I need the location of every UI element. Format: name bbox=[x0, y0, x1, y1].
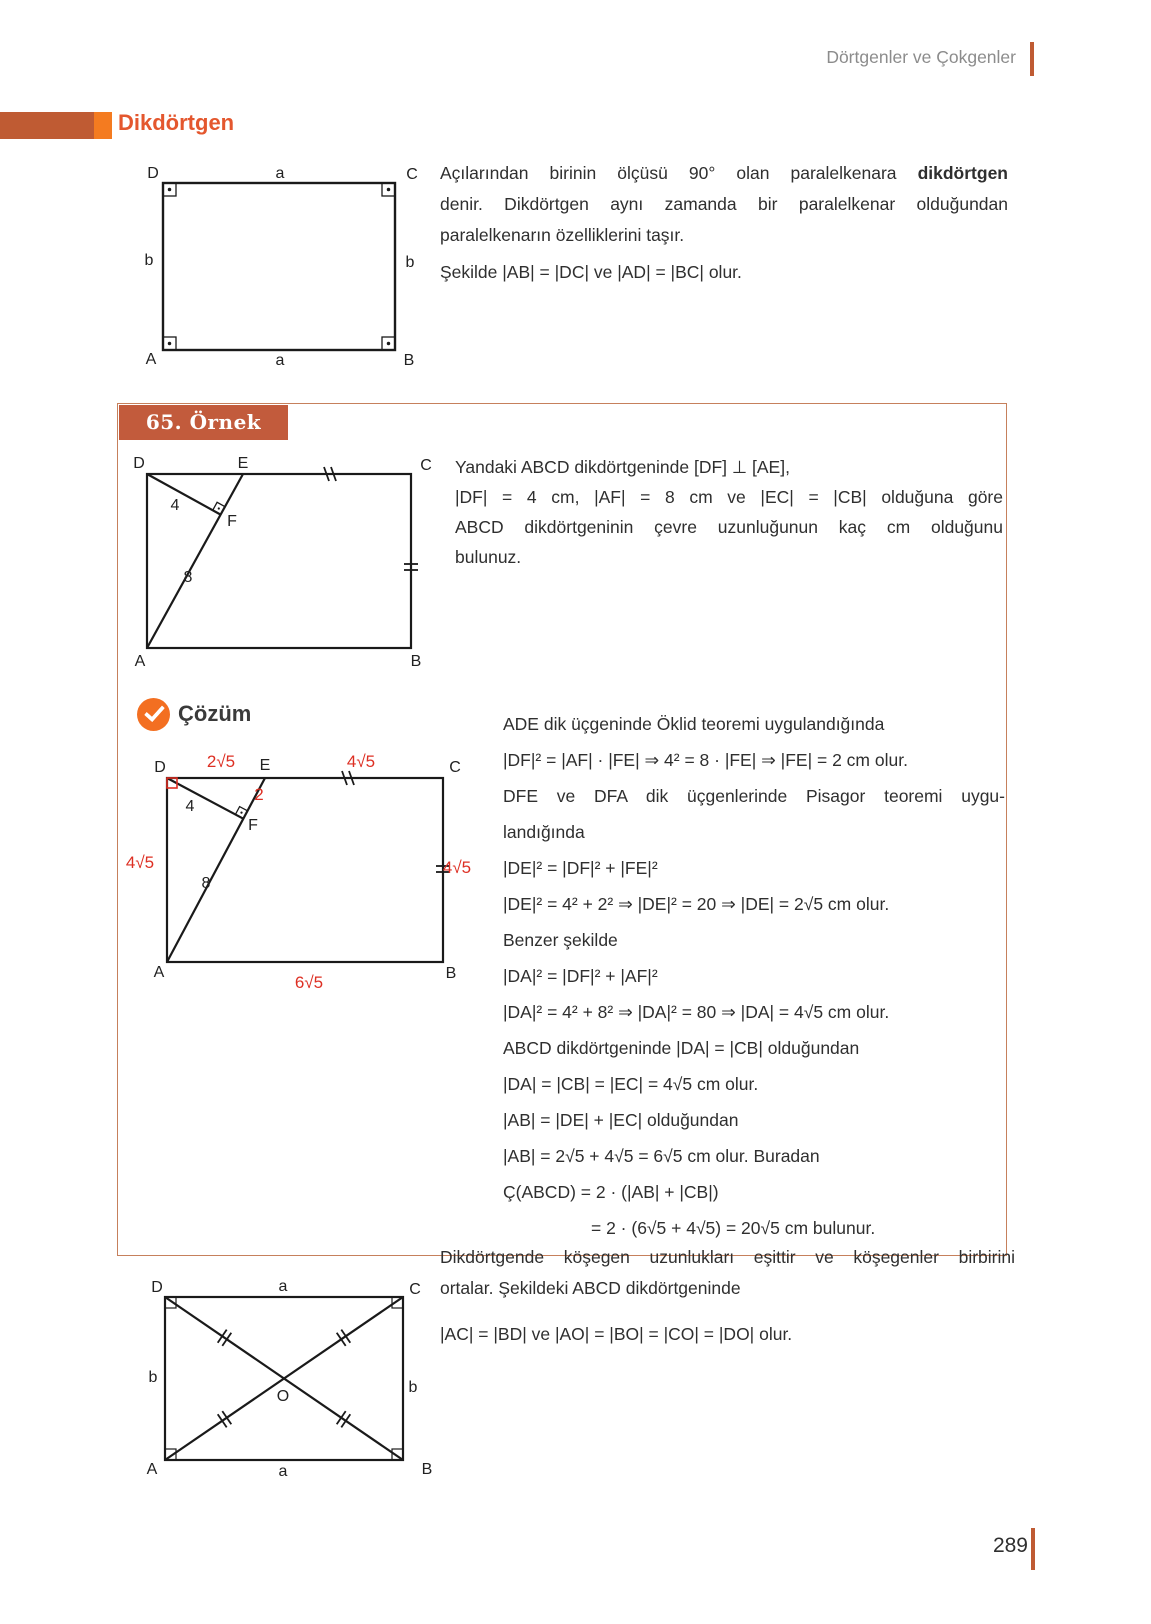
example-label: 65. Örnek bbox=[119, 405, 288, 440]
page-number: 289 bbox=[992, 1534, 1028, 1557]
vertex-label-f: F bbox=[248, 817, 258, 834]
measure-df: 4 bbox=[185, 798, 195, 815]
segment-df bbox=[147, 474, 221, 515]
rectangle-outline bbox=[167, 778, 443, 962]
vertex-label-b: B bbox=[403, 352, 415, 369]
section-title: Dikdörtgen bbox=[118, 110, 235, 135]
side-label-a-top: a bbox=[275, 165, 285, 182]
measure-ec: 4√5 bbox=[346, 752, 376, 771]
right-angle-dot bbox=[240, 812, 242, 814]
measure-df: 4 bbox=[170, 497, 180, 514]
section-band-dark bbox=[0, 112, 94, 139]
solution-line-12: |AB| = |DE| + |EC| olduğundan bbox=[503, 1110, 739, 1130]
tick-marks bbox=[324, 467, 418, 570]
example-problem-text bbox=[455, 452, 1003, 572]
side-label-a-bottom: a bbox=[278, 1463, 288, 1480]
measure-ad: 4√5 bbox=[125, 853, 155, 872]
page-number-accent-bar bbox=[1031, 1528, 1035, 1570]
note-line-2: ortalar. Şekildeki ABCD dikdörtgeninde bbox=[440, 1278, 741, 1298]
vertex-label-c: C bbox=[409, 1281, 421, 1298]
solution-line-15: = 2 · (6√5 + 4√5) = 20√5 cm bulunur. bbox=[591, 1218, 876, 1238]
vertex-label-c: C bbox=[420, 457, 432, 474]
example-line-2: |DF| = 4 cm, |AF| = 8 cm ve |EC| = |CB| olduğuna göre bbox=[455, 487, 1003, 507]
side-label-b-left: b bbox=[148, 1369, 158, 1386]
note-line-1: Dikdörtgende köşegen uzunlukları eşittir ve köşegenler birbirini bbox=[440, 1247, 1015, 1267]
page-header-title: Dörtgenler ve Çokgenler bbox=[826, 47, 1016, 67]
side-label-b-right: b bbox=[405, 254, 415, 271]
vertex-label-a: A bbox=[153, 964, 165, 981]
vertex-label-b: B bbox=[445, 965, 457, 982]
check-icon bbox=[137, 698, 170, 731]
example-line-4: bulunuz. bbox=[455, 547, 522, 567]
solution-text bbox=[503, 706, 1005, 1246]
right-angle-markers bbox=[163, 183, 395, 350]
vertex-label-a: A bbox=[146, 1461, 158, 1478]
side-label-a-bottom: a bbox=[275, 352, 285, 369]
solution-line-1: ADE dik üçgeninde Öklid teoremi uygulandığında bbox=[503, 714, 885, 734]
vertex-label-a: A bbox=[145, 351, 157, 368]
vertex-label-d: D bbox=[154, 759, 166, 776]
solution-line-8: |DA|² = |DF|² + |AF|² bbox=[503, 966, 658, 986]
vertex-label-e: E bbox=[259, 757, 271, 774]
side-label-b-left: b bbox=[144, 252, 154, 269]
intro-bold-term: dikdörtgen bbox=[917, 163, 1008, 183]
note-line-3: |AC| = |BD| ve |AO| = |BO| = |CO| = |DO| olur. bbox=[440, 1324, 793, 1344]
solution-line-10: ABCD dikdörtgeninde |DA| = |CB| olduğundan bbox=[503, 1038, 860, 1058]
vertex-label-a: A bbox=[134, 653, 146, 670]
solution-line-6: |DE|² = 4² + 2² ⇒ |DE|² = 20 ⇒ |DE| = 2√5 cm olur. bbox=[503, 894, 890, 914]
example-line-1: Yandaki ABCD dikdörtgeninde [DF] ⊥ [AE], bbox=[455, 457, 790, 477]
section-band-bright bbox=[94, 112, 112, 139]
example-line-3: ABCD dikdörtgeninin çevre uzunluğunun kaç cm olduğunu bbox=[455, 517, 1003, 537]
vertex-label-d: D bbox=[147, 165, 159, 182]
segment-ae bbox=[167, 778, 265, 962]
rectangle-outline bbox=[163, 183, 395, 350]
solution-line-11: |DA| = |CB| = |EC| = 4√5 cm olur. bbox=[503, 1074, 759, 1094]
diagonals-diagram bbox=[140, 1280, 470, 1490]
measure-de: 2√5 bbox=[206, 752, 236, 771]
intro-line-2: denir. Dikdörtgen aynı zamanda bir paralelkenar olduğundan bbox=[440, 194, 1008, 214]
measure-fa: 8 bbox=[201, 875, 211, 892]
diagonal-note bbox=[440, 1242, 1015, 1350]
header-accent-bar bbox=[1030, 42, 1034, 76]
measure-ab: 6√5 bbox=[294, 973, 324, 992]
measure-cb: 4√5 bbox=[442, 858, 472, 877]
vertex-label-d: D bbox=[151, 1280, 163, 1296]
vertex-label-c: C bbox=[449, 759, 461, 776]
solution-diagram bbox=[112, 730, 492, 1000]
vertex-label-d: D bbox=[133, 455, 145, 472]
example-diagram bbox=[130, 440, 440, 670]
vertex-label-f: F bbox=[227, 513, 237, 530]
center-label-o: O bbox=[276, 1388, 290, 1405]
right-angle-dot bbox=[218, 507, 220, 509]
solution-line-4: landığında bbox=[503, 822, 585, 842]
rectangle-abcd-diagram bbox=[140, 158, 430, 373]
solution-line-2: |DF|² = |AF| · |FE| ⇒ 4² = 8 · |FE| ⇒ |FE| = 2 cm olur. bbox=[503, 750, 908, 770]
intro-line-4: Şekilde |AB| = |DC| ve |AD| = |BC| olur. bbox=[440, 262, 742, 282]
intro-line-3: paralelkenarın özelliklerini taşır. bbox=[440, 225, 685, 245]
side-label-b-right: b bbox=[408, 1379, 418, 1396]
solution-heading: Çözüm bbox=[178, 701, 252, 726]
vertex-label-b: B bbox=[410, 653, 422, 670]
segment-df bbox=[167, 778, 243, 819]
solution-line-7: Benzer şekilde bbox=[503, 930, 618, 950]
solution-line-3: DFE ve DFA dik üçgenlerinde Pisagor teoremi uygu- bbox=[503, 786, 1005, 806]
tick-marks bbox=[342, 771, 450, 872]
measure-fa: 8 bbox=[183, 569, 193, 586]
check-mark bbox=[144, 701, 165, 722]
solution-line-9: |DA|² = 4² + 8² ⇒ |DA|² = 80 ⇒ |DA| = 4√5 cm olur. bbox=[503, 1002, 890, 1022]
solution-line-5: |DE|² = |DF|² + |FE|² bbox=[503, 858, 658, 878]
intro-paragraph bbox=[440, 158, 1008, 288]
solution-line-14: Ç(ABCD) = 2 · (|AB| + |CB|) bbox=[503, 1182, 719, 1202]
side-label-a-top: a bbox=[278, 1280, 288, 1295]
measure-fe: 2 bbox=[254, 785, 264, 804]
vertex-label-e: E bbox=[237, 455, 249, 472]
rectangle-outline bbox=[147, 474, 411, 648]
solution-line-13: |AB| = 2√5 + 4√5 = 6√5 cm olur. Buradan bbox=[503, 1146, 820, 1166]
intro-line-1: Açılarından birinin ölçüsü 90° olan paralelkenara dikdörtgen bbox=[440, 163, 1008, 183]
vertex-label-b: B bbox=[421, 1461, 433, 1478]
vertex-label-c: C bbox=[406, 166, 418, 183]
